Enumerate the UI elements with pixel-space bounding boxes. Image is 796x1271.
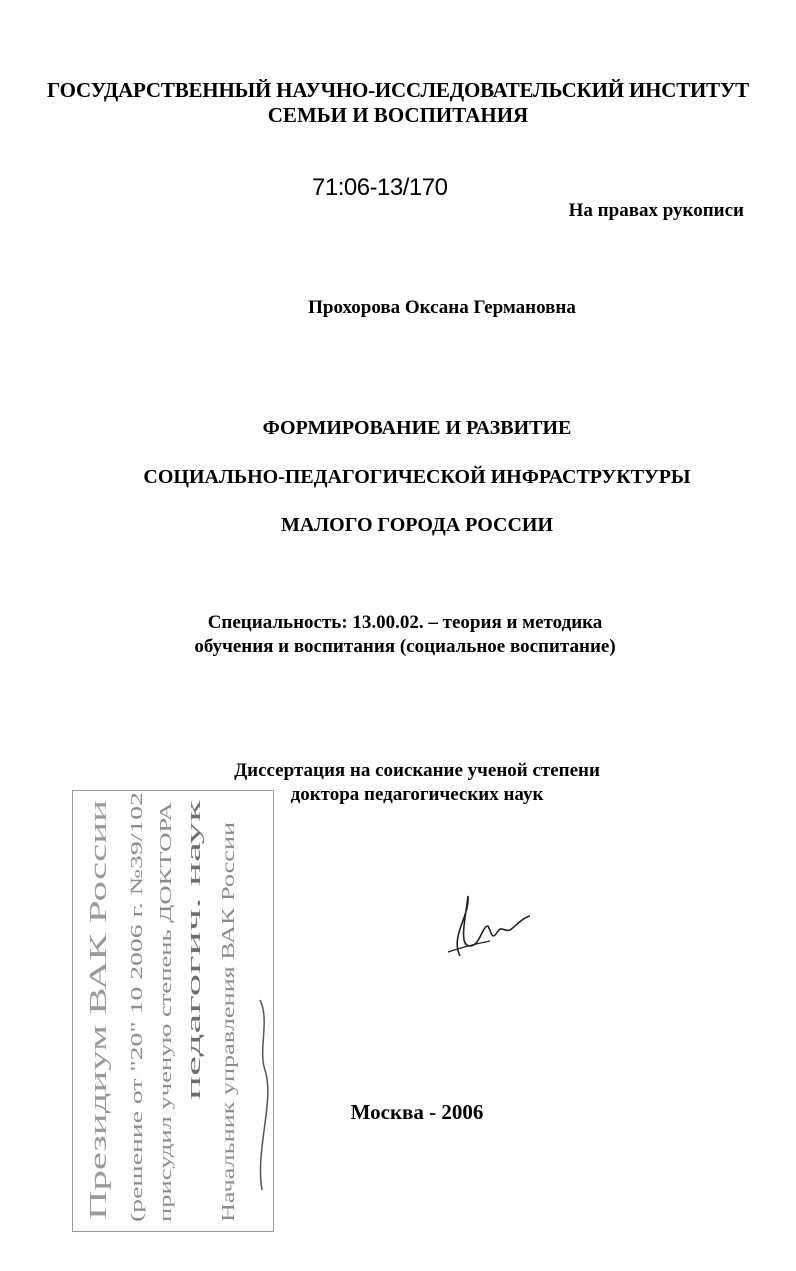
stamp-line4: педагогич. наук [184, 973, 205, 1100]
title-line3: МАЛОГО ГОРОДА РОССИИ [280, 514, 554, 536]
vak-stamp [60, 770, 282, 1240]
stamp-line2: (решение от "20" 10 2006 г. №39/102 [127, 958, 146, 1222]
dissertation-line2: доктора педагогических наук [290, 784, 544, 805]
specialty-line2: обучения и воспитания (социальное воспитание) [194, 636, 616, 657]
city-year: Москва - 2006 [350, 1100, 484, 1124]
stamp-signature-stroke [260, 1000, 268, 1190]
stamp-line3: присудил ученую степень ДОКТОРА [156, 953, 175, 1222]
title-line2: СОЦИАЛЬНО-ПЕДАГОГИЧЕСКОЙ ИНФРАСТРУКТУРЫ [143, 466, 691, 488]
institute-name-line2: СЕМЬИ И ВОСПИТАНИЯ [267, 103, 529, 127]
dissertation-line1: Диссертация на соискание ученой степени [234, 760, 600, 781]
institute-name-line1: ГОСУДАРСТВЕННЫЙ НАУЧНО-ИССЛЕДОВАТЕЛЬСКИЙ ИНСТИТУТ [47, 78, 749, 102]
author-signature [440, 886, 540, 966]
author-name: Прохорова Оксана Германовна [308, 297, 576, 318]
stamp-line1: Президиум ВАК России [86, 973, 112, 1220]
title-line1: ФОРМИРОВАНИЕ И РАЗВИТИЕ [262, 417, 572, 439]
specialty-line1: Специальность: 13.00.02. – теория и методика [207, 612, 603, 633]
catalog-number: 71:06-13/170 [312, 174, 448, 201]
stamp-text-block [60, 770, 282, 1240]
manuscript-rights: На правах рукописи [568, 200, 744, 221]
stamp-line5: Начальник управления ВАК России [218, 947, 238, 1222]
